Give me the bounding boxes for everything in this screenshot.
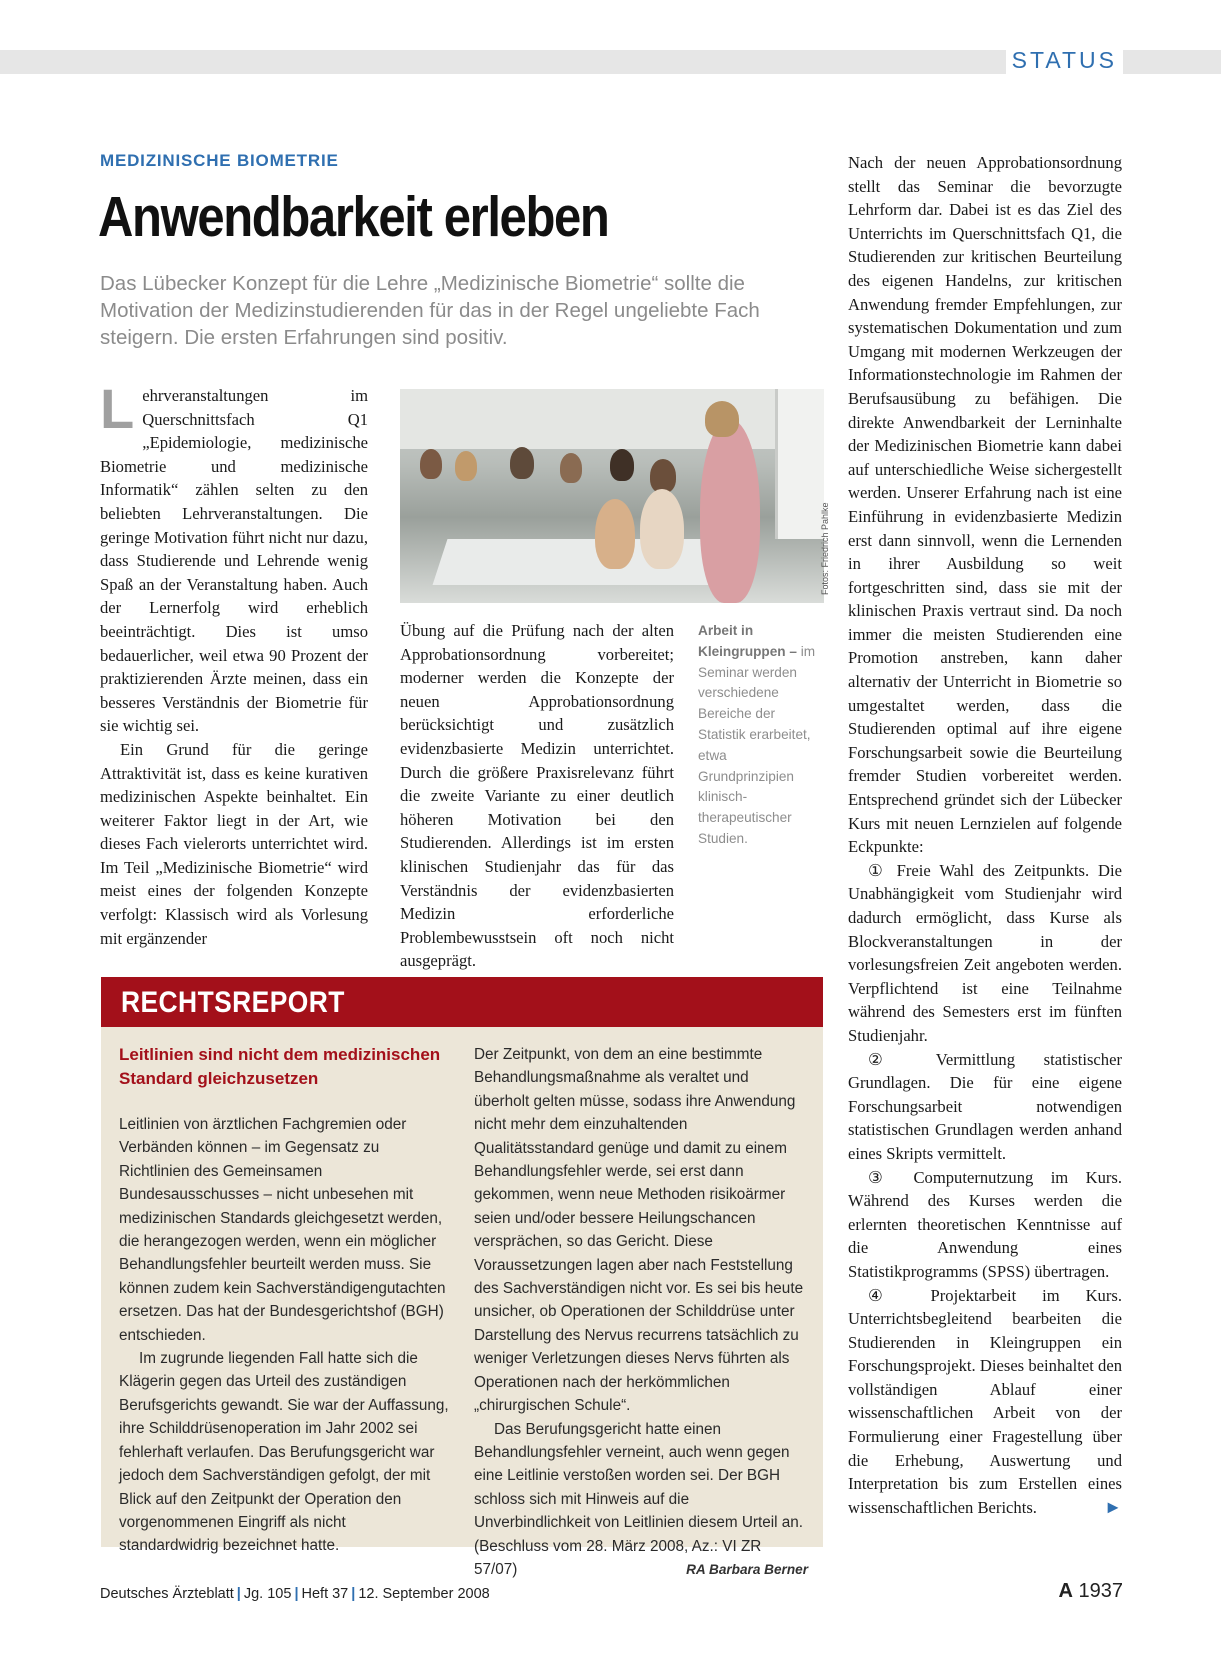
footer-date: 12. September 2008 [358, 1586, 490, 1602]
footer-volume: Jg. 105 [243, 1586, 292, 1602]
photo-credit: Fotos: Friedrich Pahlke [820, 502, 830, 595]
col3-paragraph-5: ④ Projektarbeit im Kurs. Unterrichtsbegleitend bearbeiten die Studierenden in Kleingruppen ein Forschungsprojekt. Dieses beinhaltet den vollständigen Ablauf einer wissenschaftlichen Arbeit von der Formulierung einer Fragestellung über die Erhebung, Auswertung und Interpretation bis zum Erstellen eines wissenschaftlichen Berichts. [848, 1285, 1122, 1517]
article-column-2 [400, 619, 674, 973]
rechtsreport-author: RA Barbara Berner [686, 1561, 808, 1577]
footer: Deutsches Ärzteblatt | Jg. 105 | Heft 37 | 12. September 2008 [100, 1586, 490, 1602]
col3-paragraph-1: Nach der neuen Approbationsordnung stellt das Seminar die bevorzugte Lehrform dar. Dabei ist es das Ziel des Unterrichts im Querschnittsfach Q1, die Studierenden zur kritischen Beurteilung des eigenen Handelns, zur kritischen Anwendung fremder Empfehlungen, zur systematischen Dokumentation und zum Umgang mit modernen Werkzeugen der Informationstechnologie im Rahmen der Berufsausübung zu befähigen. Die direkte Anwendbarkeit der Lerninhalte der Medizinischen Biometrie kann dabei auf unterschiedliche Weise sichergestellt werden. Unserer Erfahrung nach ist eine Einführung in evidenzbasierte Medizin erst dann sinnvoll, wenn die Lernenden in ihrer Ausbildung so weit fortgeschritten sind, dass sie mit der klinischen Praxis vertraut sind. Da noch immer die meisten Studierenden eine Promotion anstreben, kann daher alternativ der Unterricht in Biometrie so umgestaltet werden, dass die Studierenden optimal auf ihre eigene Forschungsarbeit sowie die Beurteilung fremder Studien vorbereitet werden. Entsprechend gründet sich der Lübecker Kurs mit neuen Lernzielen auf folgende Eckpunkte: [848, 153, 1122, 857]
rechtsreport-header [101, 977, 823, 1027]
section-status-label: STATUS [1006, 47, 1123, 74]
rechtsreport-column-left [119, 1113, 449, 1558]
dropcap: L [100, 377, 135, 440]
footer-issue: Heft 37 [301, 1586, 349, 1602]
rr-left-paragraph-1: Leitlinien von ärztlichen Fachgremien oder Verbänden können – im Gegensatz zu Richtlinien des Gemeinsamen Bundesausschusses – nicht unbesehen mit medizinischen Standards gleichgesetzt werden, die herangezogen werden, wenn ein möglicher Behandlungsfehler beurteilt werden muss. Sie können zudem kein Sachverständigengutachten ersetzen. Das hat der Bundesgerichtshof (BGH) entschieden. [119, 1116, 446, 1344]
page-number-value: 1937 [1078, 1580, 1123, 1602]
col3-paragraph-2: ① Freie Wahl des Zeitpunkts. Die Unabhängigkeit vom Studienjahr wird dadurch ermöglicht, dass Kurse als Blockveranstaltungen in der vorlesungsfreien Zeit angeboten werden. Verpflichtend ist eine Teilnahme während des Semesters erst im fünften Studienjahr. [848, 860, 1122, 1045]
rr-right-paragraph-2: Das Berufungsgericht hatte einen Behandlungsfehler verneint, auch wenn gegen eine Leitlinie verstoßen worden sei. Der BGH schloss sich mit Hinweis auf die Unverbindlichkeit von Leitlinien diesem Urteil an. (Beschluss vom 28. März 2008, Az.: VI ZR 57/07) [474, 1420, 804, 1578]
col1-paragraph-2: Ein Grund für die geringe Attraktivität ist, dass es keine kurativen medizinischen Aspekte beinhaltet. Ein weiterer Faktor liegt in der Art, wie dieses Fach vielerorts unterrichtet wird. Im Teil „Medizinische Biometrie“ wird meist eines der folgenden Konzepte verfolgt: Klassisch wird als Vorlesung mit ergänzender [100, 739, 368, 948]
rechtsreport-label: RECHTSREPORT [121, 986, 345, 1019]
article-column-3 [848, 151, 1122, 1519]
rechtsreport-title: Leitlinien sind nicht dem medizinischen Standard gleichzusetzen [119, 1045, 441, 1088]
col3-paragraph-4: ③ Computernutzung im Kurs. Während des Kurses werden die erlernten theoretischen Kenntnisse auf die Anwendung eines Statistikprogramms (SPSS) übertragen. [848, 1167, 1122, 1281]
seminar-photo [400, 389, 824, 603]
caption-bold: Arbeit in Kleingruppen – [698, 623, 797, 659]
article-section: MEDIZINISCHE BIOMETRIE [100, 151, 339, 170]
article-column-1 [100, 377, 368, 950]
col1-paragraph-1: ehrveranstaltungen im Querschnittsfach Q1 „Epidemiologie, medizinische Biometrie und medizinische Informatik“ zählen selten zu den beliebten Lehrveranstaltungen. Die geringe Motivation führt nicht nur dazu, dass Studierende und Lehrende wenig Spaß an der Veranstaltung haben. Auch der Lernerfolg wird erheblich beeinträchtigt. Dies ist umso bedauerlicher, weil etwa 90 Prozent der praktizierenden Ärzte meinen, dass ein besseres Verständnis der Biometrie für sie wichtig sei. [100, 386, 368, 736]
article-headline: Anwendbarkeit erleben [98, 185, 609, 249]
col3-paragraph-3: ② Vermittlung statistischer Grundlagen. Die für eine eigene Forschungsarbeit notwendigen statistischen Grundlagen werden anhand eines Skripts vermittelt. [848, 1049, 1122, 1163]
page-number [1058, 1580, 1123, 1603]
rechtsreport-column-right [474, 1043, 808, 1581]
col2-paragraph-1: Übung auf die Prüfung nach der alten Approbationsordnung vorbereitet; moderner werden die Konzepte der neuen Approbationsordnung berücksichtigt und zusätzlich evidenzbasierte Medizin unterrichtet. Durch die größere Praxisrelevanz führt die zweite Variante zu einer deutlich höheren Motivation bei den Studierenden. Allerdings ist im ersten klinischen Studienjahr das für das Verständnis der evidenzbasierten Medizin erforderliche Problembewusstsein oft noch nicht ausgeprägt. [400, 621, 674, 971]
photo-caption [698, 621, 826, 850]
rr-left-paragraph-2: Im zugrunde liegenden Fall hatte sich die Klägerin gegen das Urteil des zuständigen Berufsgerichts gewandt. Sie war der Auffassung, ihre Schilddrüsenoperation im Jahr 2002 sei fehlerhaft verlaufen. Das Berufungsgericht war jedoch dem Sachverständigen gefolgt, der mit Blick auf den Zeitpunkt der Operation den vorgenommenen Eingriff als nicht standardwidrig bezeichnet hatte. [119, 1350, 449, 1555]
page-prefix: A [1058, 1580, 1073, 1602]
caption-text: im Seminar werden verschiedene Bereiche der Statistik erarbeitet, etwa Grundprinzipien klinisch-therapeutischer Studien. [698, 643, 816, 846]
article-lead: Das Lübecker Konzept für die Lehre „Medizinische Biometrie“ sollte die Motivation der Medizinstudierenden für das in der Regel ungeliebte Fach steigern. Die ersten Erfahrungen sind positiv. [100, 272, 760, 349]
rr-right-paragraph-1: Der Zeitpunkt, von dem an eine bestimmte Behandlungsmaßnahme als veraltet und überholt gelten müsse, sodass ihre Anwendung nicht mehr dem einzuhaltenden Qualitätsstandard genüge und damit zu einem Behandlungsfehler werde, sei erst dann gekommen, wenn neue Methoden risikoärmer seien und/oder bessere Heilungschancen versprächen, so das Gericht. Diese Voraussetzungen lagen aber nach Feststellung des Sachverständigen nicht vor. Es sei bis heute unsicher, ob Operationen der Schilddrüse unter Darstellung des Nervus recurrens tatsächlich zu weniger Verletzungen dieses Nervs führten als Operationen nach der herkömmlichen „chirurgischen Schule“. [474, 1046, 804, 1415]
continue-arrow-icon: ► [1104, 1496, 1122, 1517]
footer-journal: Deutsches Ärzteblatt [100, 1586, 234, 1602]
